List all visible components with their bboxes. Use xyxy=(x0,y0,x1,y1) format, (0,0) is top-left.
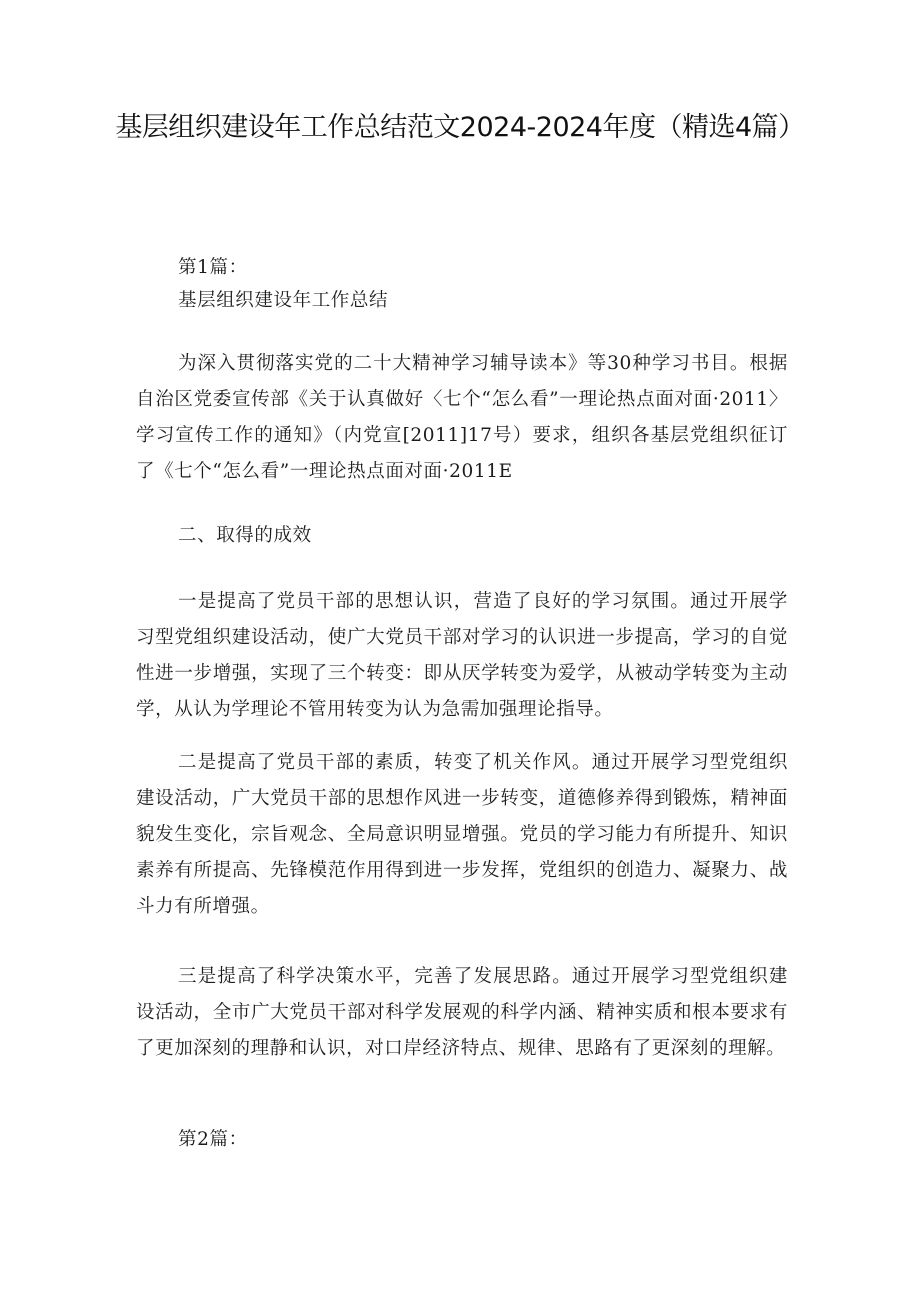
paragraph-three: 三是提高了科学决策水平，完善了发展思路。通过开展学习型党组织建设活动，全市广大党员干部对科学发展观的科学内涵、精神实质和根本要求有了更加深刻的理静和认识，对口岸经济特点、规律、思路有了更深刻的理解。 xyxy=(136,966,788,1059)
section-2-heading: 第2篇： xyxy=(178,1129,248,1150)
paragraph-two: 二是提高了党员干部的素质，转变了机关作风。通过开展学习型党组织建设活动，广大党员干部的思想作风进一步转变，道德修养得到锻炼，精神面貌发生变化，宗旨观念、全局意识明显增强。党员的学习能力有所提升、知识素养有所提高、先锋模范作用得到进一步发挥，党组织的创造力、凝聚力、战斗力有所增强。 xyxy=(136,752,788,917)
section-1-heading: 第1篇： xyxy=(178,257,248,278)
results-heading: 二、取得的成效 xyxy=(178,525,312,546)
document-title: 基层组织建设年工作总结范文2024-2024年度（精选4篇） xyxy=(115,112,805,143)
section-1-subtitle: 基层组织建设年工作总结 xyxy=(178,290,389,311)
intro-paragraph: 为深入贯彻落实党的二十大精神学习辅导读本》等30种学习书目。根据自治区党委宣传部《关于认真做好〈七个“怎么看”一理论热点面对面·2011〉学习宣传工作的通知》（内党宣[2011]17号）要求，组织各基层党组织征订了《七个“怎么看”一理论热点面对面·2011E xyxy=(136,353,788,482)
paragraph-one: 一是提高了党员干部的思想认识，营造了良好的学习氛围。通过开展学习型党组织建设活动，使广大党员干部对学习的认识进一步提高，学习的自觉性进一步增强，实现了三个转变：即从厌学转变为爱学，从被动学转变为主动学，从认为学理论不管用转变为认为急需加强理论指导。 xyxy=(136,591,788,720)
